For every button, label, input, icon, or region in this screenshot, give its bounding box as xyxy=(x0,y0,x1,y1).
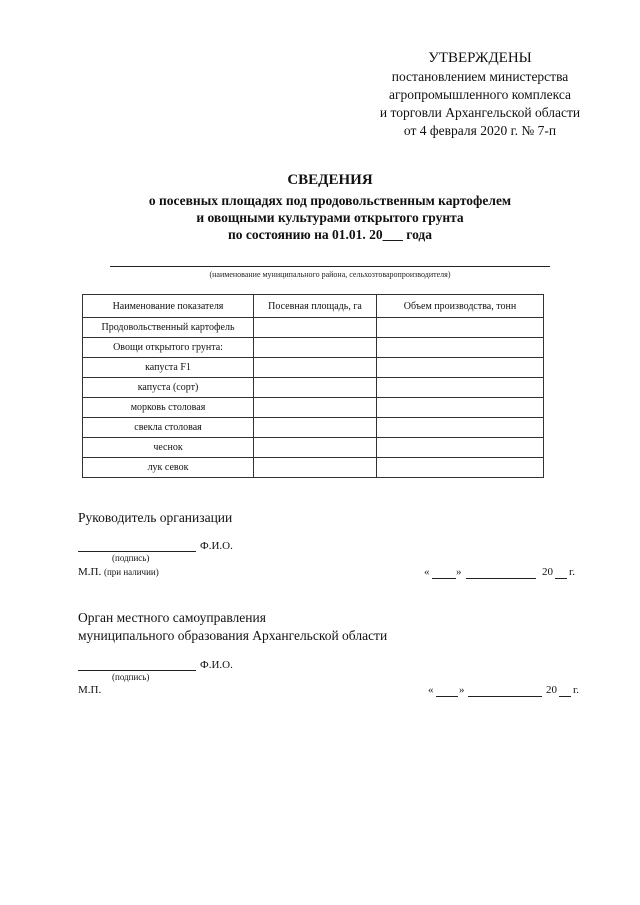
volume-cell xyxy=(377,338,544,358)
date-close-quote: » xyxy=(456,566,462,578)
year-suffix: г. xyxy=(573,684,580,696)
stamp-note: (при наличии) xyxy=(103,567,159,577)
volume-cell xyxy=(377,458,544,478)
area-cell xyxy=(254,418,377,438)
column-header: Наименование показателя xyxy=(83,295,254,318)
date-open-quote: « xyxy=(428,684,434,696)
indicator-name: чеснок xyxy=(83,438,254,458)
date-year-line xyxy=(559,696,571,697)
local-authority-label: муниципального образования Архангельской области xyxy=(78,628,388,643)
head-of-organization-label: Руководитель организации xyxy=(78,510,233,525)
date-month-line xyxy=(466,578,536,579)
signature-line xyxy=(78,670,196,671)
table-row xyxy=(83,338,544,358)
approval-heading: УТВЕРЖДЕНЫ xyxy=(428,50,532,66)
data-table xyxy=(82,294,544,478)
area-cell xyxy=(254,338,377,358)
indicator-name: лук севок xyxy=(83,458,254,478)
fio-label: Ф.И.О. xyxy=(200,659,233,671)
organization-name-caption: (наименование муниципального района, сельхозтоваропроизводителя) xyxy=(209,270,451,279)
document-subtitle-line: о посевных площадях под продовольственным картофелем xyxy=(148,193,512,208)
area-cell xyxy=(254,438,377,458)
organization-name-line xyxy=(110,266,550,267)
indicator-name: морковь столовая xyxy=(83,398,254,418)
table-header-row xyxy=(83,295,544,318)
stamp-text: М.П. xyxy=(78,684,102,696)
area-cell xyxy=(254,458,377,478)
document-subtitle-line: по состоянию на 01.01. 20___ года xyxy=(227,227,433,242)
table-row xyxy=(83,358,544,378)
table-row xyxy=(83,438,544,458)
column-header: Объем производства, тонн xyxy=(377,295,544,318)
volume-cell xyxy=(377,358,544,378)
table-row xyxy=(83,398,544,418)
volume-cell xyxy=(377,438,544,458)
approval-block xyxy=(330,48,630,140)
table-row xyxy=(83,318,544,338)
approval-line: от 4 февраля 2020 г. № 7-п xyxy=(403,123,557,138)
indicator-name: Продовольственный картофель xyxy=(83,318,254,338)
date-day-line xyxy=(432,578,456,579)
indicator-name: свекла столовая xyxy=(83,418,254,438)
stamp-text: М.П. xyxy=(78,566,102,578)
local-authority-label: Орган местного самоуправления xyxy=(78,610,266,625)
approval-line: постановлением министерства xyxy=(391,69,569,84)
indicator-name: капуста F1 xyxy=(83,358,254,378)
date-year-line xyxy=(555,578,567,579)
year-suffix: г. xyxy=(569,566,576,578)
fio-label: Ф.И.О. xyxy=(200,540,233,552)
date-day-line xyxy=(436,696,458,697)
document-subtitle-line: и овощными культурами открытого грунта xyxy=(196,210,464,225)
approval-line: агропромышленного комплекса xyxy=(389,87,571,102)
area-cell xyxy=(254,378,377,398)
stamp-label xyxy=(78,566,159,578)
column-header: Посевная площадь, га xyxy=(254,295,377,318)
table-row xyxy=(83,458,544,478)
area-cell xyxy=(254,318,377,338)
year-prefix: 20 xyxy=(542,566,553,578)
approval-line: и торговли Архангельской области xyxy=(379,105,581,120)
year-prefix: 20 xyxy=(546,684,557,696)
signature-caption: (подпись) xyxy=(112,553,150,563)
indicator-name: капуста (сорт) xyxy=(83,378,254,398)
indicator-name: Овощи открытого грунта: xyxy=(83,338,254,358)
table-row xyxy=(83,378,544,398)
volume-cell xyxy=(377,318,544,338)
date-open-quote: « xyxy=(424,566,430,578)
signature-line xyxy=(78,551,196,552)
area-cell xyxy=(254,358,377,378)
date-month-line xyxy=(468,696,542,697)
volume-cell xyxy=(377,418,544,438)
document-title: СВЕДЕНИЯ xyxy=(287,172,373,188)
volume-cell xyxy=(377,398,544,418)
volume-cell xyxy=(377,378,544,398)
table-row xyxy=(83,418,544,438)
date-close-quote: » xyxy=(459,684,465,696)
signature-caption: (подпись) xyxy=(112,672,150,682)
area-cell xyxy=(254,398,377,418)
